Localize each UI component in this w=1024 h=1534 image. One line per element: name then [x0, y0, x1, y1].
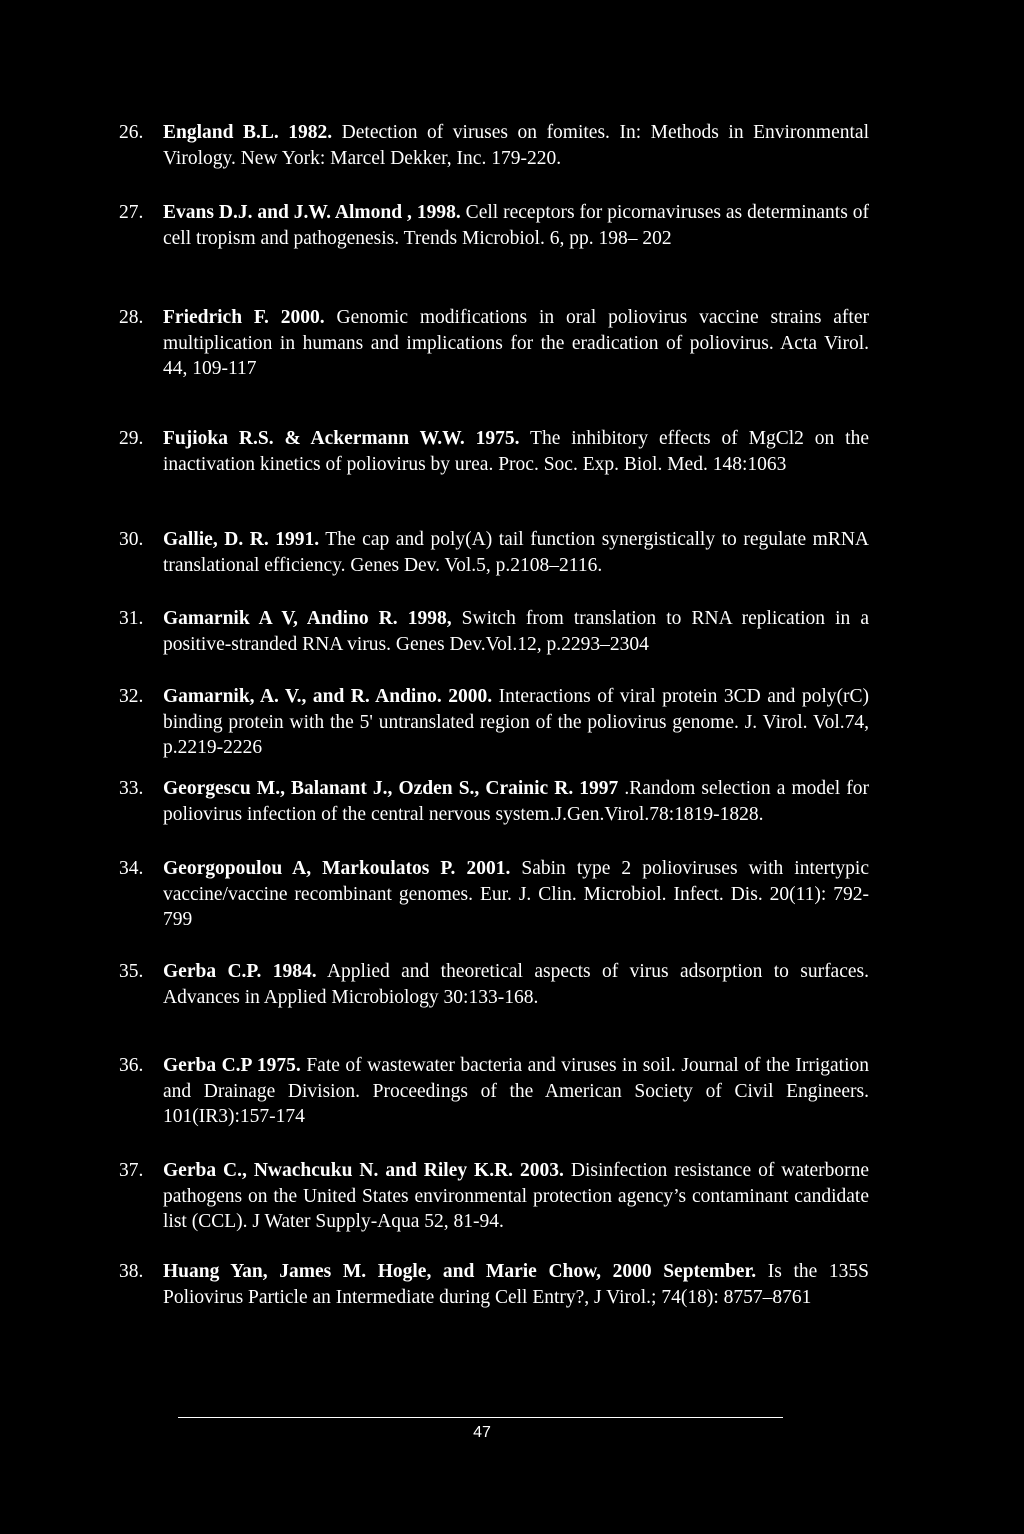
- reference-authors: Gallie, D. R. 1991.: [163, 529, 320, 550]
- reference-text: The inhibitory effects of MgCl2 on the inactivation kinetics of poliovirus by urea. Proc. Soc. Exp. Biol. Med. 148:1063: [163, 428, 869, 475]
- reference-number: 35.: [119, 961, 144, 982]
- footer-divider: [178, 1417, 783, 1418]
- reference-item: [119, 1053, 869, 1130]
- reference-authors: Gerba C.P 1975.: [163, 1055, 301, 1076]
- reference-text: Cell receptors for picornaviruses as determinants of cell tropism and pathogenesis. Trends Microbiol. 6, pp. 198– 202: [163, 202, 869, 249]
- reference-item: [119, 305, 869, 382]
- reference-item: [119, 200, 869, 251]
- reference-number: 31.: [119, 608, 144, 629]
- reference-text: Fate of wastewater bacteria and viruses in soil. Journal of the Irrigation and Drainage Division. Proceedings of the American Society of Civil Engineers. 101(IR3):157-174: [163, 1055, 869, 1127]
- reference-text: Interactions of viral protein 3CD and poly(rC) binding protein with the 5' untranslated region of the poliovirus genome. J. Virol. Vol.74, p.2219-2226: [163, 686, 869, 758]
- reference-item: [119, 1259, 869, 1310]
- reference-number: 33.: [119, 778, 144, 799]
- reference-number: 29.: [119, 428, 144, 449]
- reference-text: .Random selection a model for poliovirus infection of the central nervous system.J.Gen.Virol.78:1819-1828.: [163, 778, 869, 825]
- reference-authors: Gerba C.P. 1984.: [163, 961, 317, 982]
- reference-authors: Georgopoulou A, Markoulatos P. 2001.: [163, 858, 511, 879]
- reference-text: Applied and theoretical aspects of virus adsorption to surfaces. Advances in Applied Microbiology 30:133-168.: [163, 961, 869, 1008]
- reference-item: [119, 426, 869, 477]
- reference-authors: Huang Yan, James M. Hogle, and Marie Chow, 2000 September.: [163, 1261, 757, 1282]
- reference-authors: Evans D.J. and J.W. Almond , 1998.: [163, 202, 461, 223]
- reference-authors: Fujioka R.S. & Ackermann W.W. 1975.: [163, 428, 520, 449]
- reference-number: 38.: [119, 1261, 144, 1282]
- reference-item: [119, 776, 869, 827]
- reference-authors: Friedrich F. 2000.: [163, 307, 325, 328]
- reference-authors: Georgescu M., Balanant J., Ozden S., Crainic R. 1997: [163, 778, 619, 799]
- reference-authors: Gerba C., Nwachcuku N. and Riley K.R. 2003.: [163, 1160, 564, 1181]
- page-number: 47: [473, 1424, 491, 1441]
- reference-item: [119, 606, 869, 657]
- reference-text: Genomic modifications in oral poliovirus vaccine strains after multiplication in humans and implications for the eradication of poliovirus. Acta Virol. 44, 109-117: [163, 307, 869, 379]
- reference-item: [119, 684, 869, 761]
- reference-item: [119, 856, 869, 933]
- reference-authors: Gamarnik A V, Andino R. 1998,: [163, 608, 452, 629]
- reference-text: Detection of viruses on fomites. In: Methods in Environmental Virology. New York: Marcel Dekker, Inc. 179-220.: [163, 122, 869, 169]
- reference-authors: England B.L. 1982.: [163, 122, 333, 143]
- reference-number: 27.: [119, 202, 144, 223]
- reference-number: 37.: [119, 1160, 144, 1181]
- reference-text: The cap and poly(A) tail function synergistically to regulate mRNA translational efficiency. Genes Dev. Vol.5, p.2108–2116.: [163, 529, 870, 576]
- reference-item: [119, 527, 869, 578]
- reference-text: Is the 135S Poliovirus Particle an Intermediate during Cell Entry?, J Virol.; 74(18): 8757–8761: [163, 1261, 869, 1308]
- reference-authors: Gamarnik, A. V., and R. Andino. 2000.: [163, 686, 493, 707]
- reference-number: 30.: [119, 529, 144, 550]
- reference-item: [119, 120, 869, 171]
- reference-text: Switch from translation to RNA replication in a positive-stranded RNA virus. Genes Dev.Vol.12, p.2293–2304: [163, 608, 869, 655]
- reference-text: Disinfection resistance of waterborne pathogens on the United States environmental protection agency’s contaminant candidate list (CCL). J Water Supply-Aqua 52, 81-94.: [163, 1160, 870, 1232]
- reference-number: 32.: [119, 686, 144, 707]
- reference-number: 34.: [119, 858, 144, 879]
- reference-number: 28.: [119, 307, 144, 328]
- reference-item: [119, 1158, 869, 1235]
- reference-text: Sabin type 2 polioviruses with intertypic vaccine/vaccine recombinant genomes. Eur. J. Clin. Microbiol. Infect. Dis. 20(11): 792-799: [163, 858, 869, 930]
- reference-number: 36.: [119, 1055, 144, 1076]
- reference-item: [119, 959, 869, 1010]
- reference-number: 26.: [119, 122, 144, 143]
